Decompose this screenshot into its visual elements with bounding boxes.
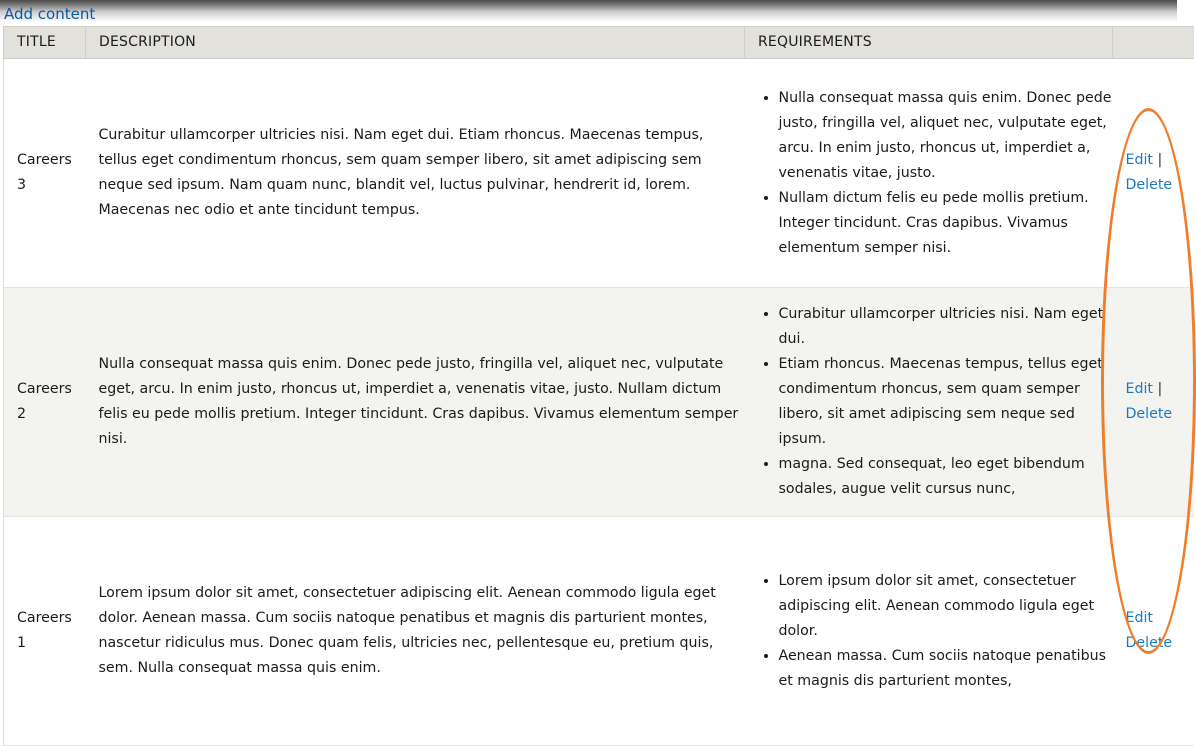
column-header-description[interactable]: DESCRIPTION	[86, 27, 745, 59]
cell-operations	[1113, 59, 1194, 288]
column-header-operations	[1113, 27, 1194, 59]
row-title-text: Careers	[17, 152, 72, 168]
cell-description: Curabitur ullamcorper ultricies nisi. Nam eget dui. Etiam rhoncus. Maecenas tempus, tellus eget condimentum rhoncus, sem quam semper libero, sit amet adipiscing sem neque sed ipsum. Nam quam nunc, blandit vel, luctus pulvinar, hendrerit id, lorem. Maecenas nec odio et ante tincidunt tempus.	[86, 59, 745, 288]
row-title-number: 3	[17, 177, 27, 193]
row-title-text: Careers	[17, 610, 72, 626]
requirement-item: • Nullam dictum felis eu pede mollis pretium. Integer tincidunt. Cras dapibus. Vivamus elementum semper nisi.	[779, 186, 1113, 261]
edit-link[interactable]: Edit	[1125, 381, 1153, 397]
requirement-item: • Nulla consequat massa quis enim. Donec pede justo, fringilla vel, aliquet nec, vulputate eget, arcu. In enim justo, rhoncus ut, imperdiet a, venenatis vitae, justo.	[779, 86, 1113, 186]
link-separator: |	[1157, 152, 1163, 168]
add-content-link[interactable]: Add content	[4, 5, 96, 23]
column-header-requirements[interactable]: REQUIREMENTS	[745, 27, 1113, 59]
content-table	[3, 26, 1194, 746]
cell-requirements	[745, 288, 1113, 517]
cell-description: Lorem ipsum dolor sit amet, consectetuer adipiscing elit. Aenean commodo ligula eget dolor. Aenean massa. Cum sociis natoque penatibus et magnis dis parturient montes, nascetur ridiculus mus. Donec quam felis, ultricies nec, pellentesque eu, pretium quis, sem. Nulla consequat massa quis enim.	[86, 517, 745, 746]
cell-requirements	[745, 517, 1113, 746]
cell-operations	[1113, 288, 1194, 517]
delete-link[interactable]: Delete	[1125, 635, 1173, 651]
requirement-item: • magna. Sed consequat, leo eget bibendum sodales, augue velit cursus nunc,	[779, 452, 1113, 502]
requirement-item: • Curabitur ullamcorper ultricies nisi. Nam eget dui.	[779, 302, 1113, 352]
cell-title	[4, 288, 86, 517]
requirement-item: • Aenean massa. Cum sociis natoque penatibus et magnis dis parturient montes,	[779, 644, 1113, 694]
cell-title	[4, 517, 86, 746]
requirements-list	[758, 569, 1113, 694]
delete-link[interactable]: Delete	[1125, 406, 1173, 422]
requirements-list	[758, 86, 1113, 261]
cell-operations	[1113, 517, 1194, 746]
table-row	[4, 288, 1194, 517]
content-table-container	[3, 26, 1177, 689]
delete-link[interactable]: Delete	[1125, 177, 1173, 193]
row-title-number: 1	[17, 635, 27, 651]
edit-link[interactable]: Edit	[1125, 152, 1153, 168]
link-separator: |	[1157, 381, 1163, 397]
requirements-list	[758, 302, 1113, 502]
table-row	[4, 517, 1194, 746]
row-title-number: 2	[17, 406, 27, 422]
top-gradient-bar	[0, 0, 1177, 26]
cell-title	[4, 59, 86, 288]
cell-requirements	[745, 59, 1113, 288]
table-header-row	[4, 27, 1194, 59]
requirement-item: • Lorem ipsum dolor sit amet, consectetuer adipiscing elit. Aenean commodo ligula eget dolor.	[779, 569, 1113, 644]
cell-description: Nulla consequat massa quis enim. Donec pede justo, fringilla vel, aliquet nec, vulputate eget, arcu. In enim justo, rhoncus ut, imperdiet a, venenatis vitae, justo. Nullam dictum felis eu pede mollis pretium. Integer tincidunt. Cras dapibus. Vivamus elementum semper nisi.	[86, 288, 745, 517]
requirement-item: • Etiam rhoncus. Maecenas tempus, tellus eget condimentum rhoncus, sem quam semper libero, sit amet adipiscing sem neque sed ipsum.	[779, 352, 1113, 452]
edit-link[interactable]: Edit	[1125, 610, 1153, 626]
table-row	[4, 59, 1194, 288]
column-header-title[interactable]: TITLE	[4, 27, 86, 59]
row-title-text: Careers	[17, 381, 72, 397]
